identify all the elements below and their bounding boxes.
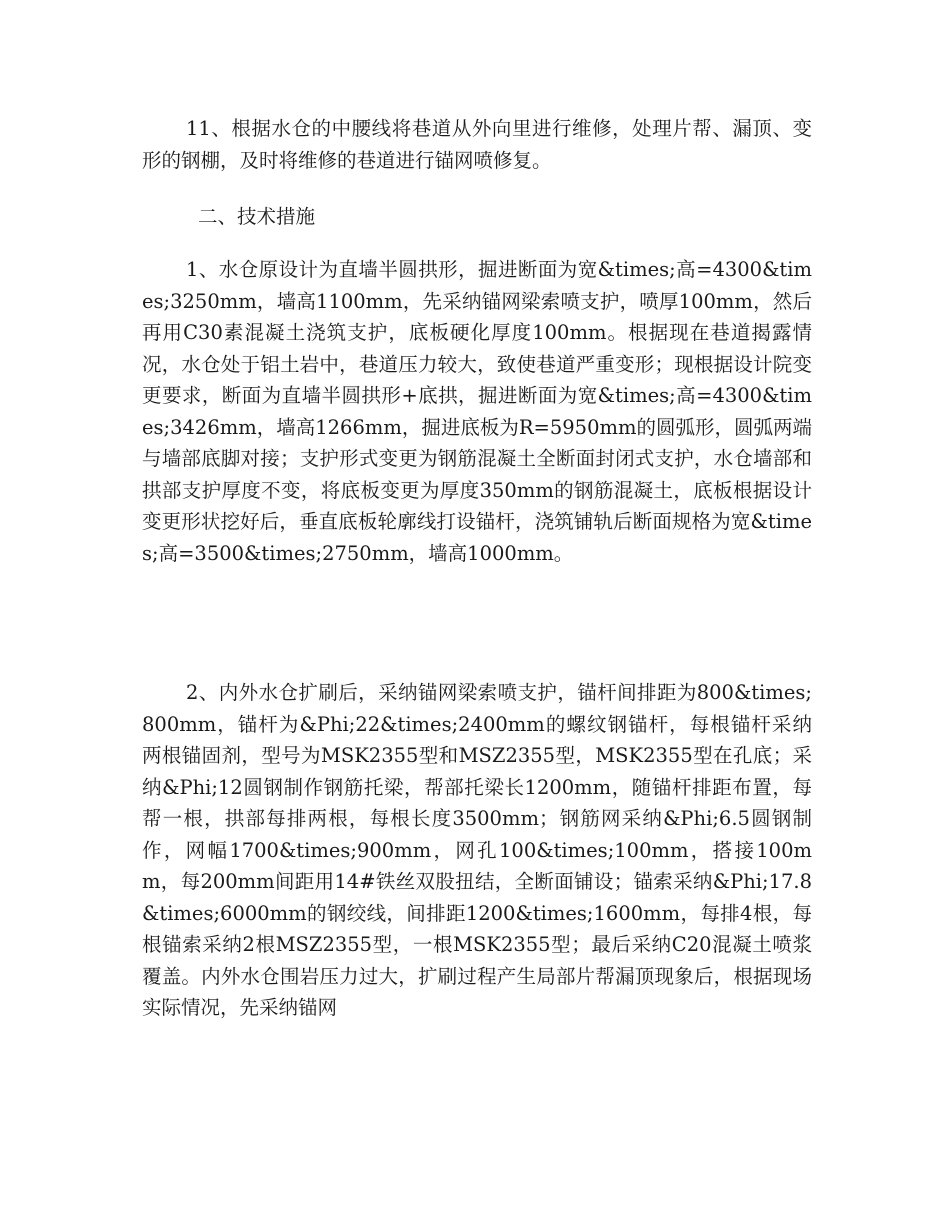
- paragraph-measure-1: 1、水仓原设计为直墙半圆拱形，掘进断面为宽&times;高=4300&times;3250mm，墙高1100mm，先采纳锚网梁索喷支护，喷厚100mm，然后再用C30素混凝土浇筑支护，底板硬化厚度100mm。根据现在巷道揭露情况，水仓处于铝土岩中，巷道压力较大，致使巷道严重变形；现根据设计院变更要求，断面为直墙半圆拱形+底拱，掘进断面为宽&times;高=4300&times;3426mm，墙高1266mm，掘进底板为R=5950mm的圆弧形，圆弧两端与墙部底脚对接；支护形式变更为钢筋混凝土全断面封闭式支护，水仓墙部和拱部支护厚度不变，将底板变更为厚度350mm的钢筋混凝土，底板根据设计变更形状挖好后，垂直底板轮廓线打设锚杆，浇筑铺轨后断面规格为宽&times;高=3500&times;2750mm，墙高1000mm。: [142, 258, 812, 565]
- paragraph-measure-2: 2、内外水仓扩刷后，采纳锚网梁索喷支护，锚杆间排距为800&times;800mm，锚杆为&Phi;22&times;2400mm的螺纹钢锚杆，每根锚杆采纳两根锚固剂，型号为MSK2355型和MSZ2355型，MSK2355型在孔底；采纳&Phi;12圆钢制作钢筋托梁，帮部托梁长1200mm，随锚杆排距布置，每帮一根，拱部每排两根，每根长度3500mm；钢筋网采纳&Phi;6.5圆钢制作，网幅1700&times;900mm，网孔100&times;100mm，搭接100mm，每200mm间距用14#铁丝双股扭结，全断面铺设；锚索采纳&Phi;17.8&times;6000mm的钢绞线，间排距1200&times;1600mm，每排4根，每根锚索采纳2根MSZ2355型，一根MSK2355型；最后采纳C20混凝土喷浆覆盖。内外水仓围岩压力过大，扩刷过程产生局部片帮漏顶现象后，根据现场实际情况，先采纳锚网: [142, 681, 812, 1019]
- paragraph-repair-procedure: 11、根据水仓的中腰线将巷道从外向里进行维修，处理片帮、漏顶、变形的钢棚，及时将维修的巷道进行锚网喷修复。: [142, 117, 812, 172]
- section-heading-technical-measures: 二、技术措施: [198, 205, 316, 228]
